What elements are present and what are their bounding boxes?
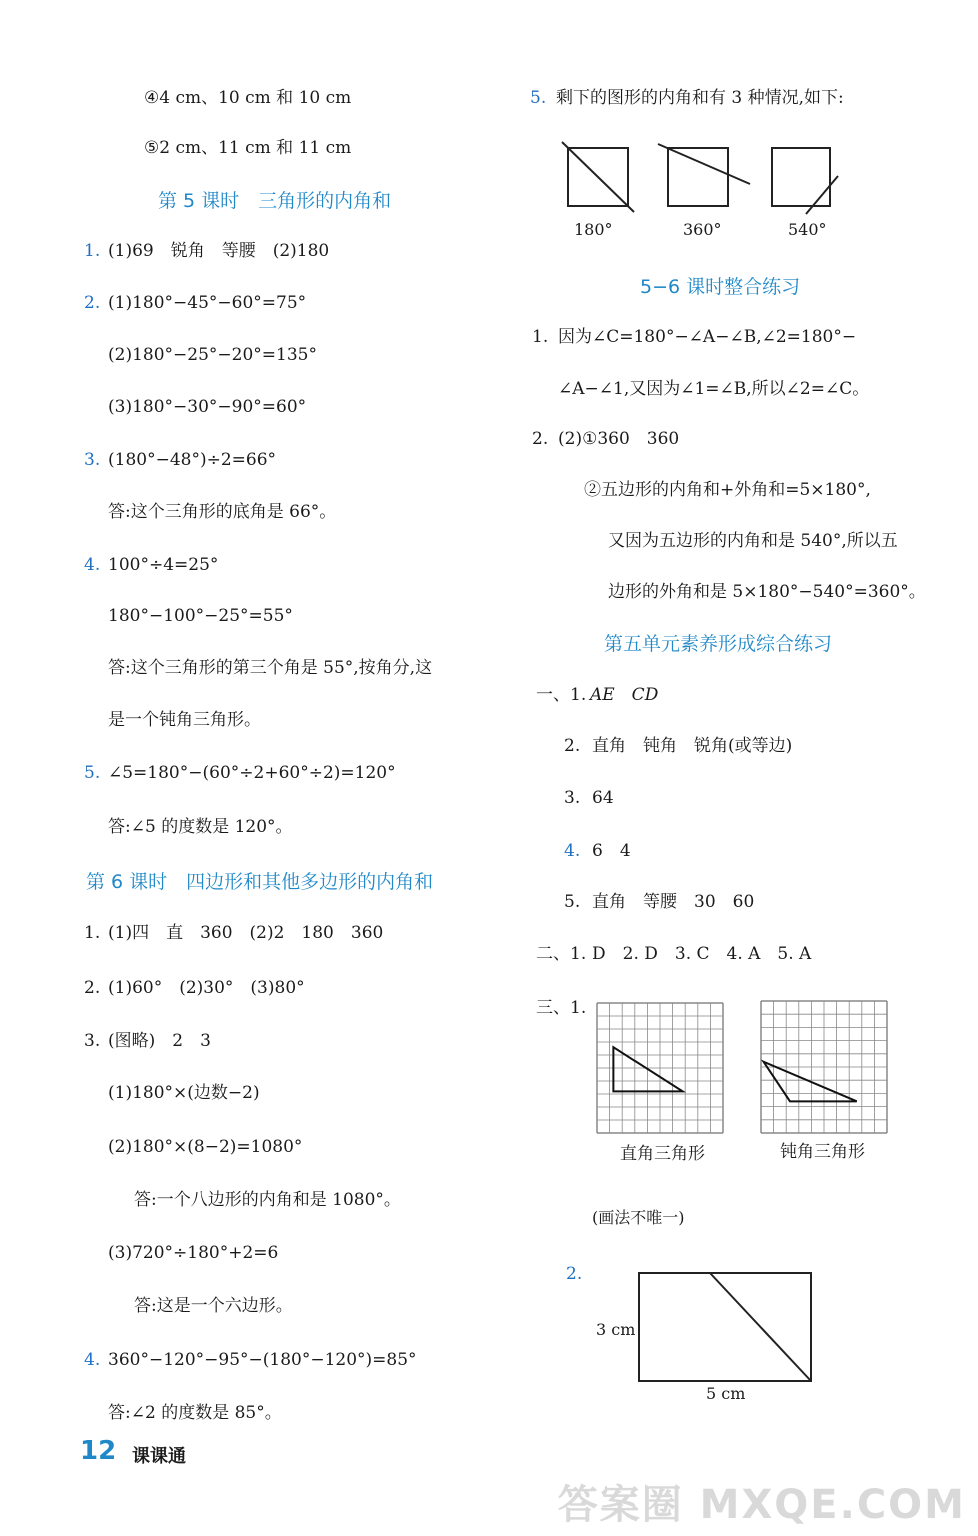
q3-answer-a: (180°−48°)÷2=66° <box>108 450 277 470</box>
caption-obtuse-triangle: 钝角三角形 <box>780 1142 865 1162</box>
q4-answer-d: 是一个钝角三角形。 <box>108 710 261 730</box>
q4-answer-a: 100°÷4=25° <box>108 555 219 575</box>
s1-answer: AE CD <box>590 685 659 705</box>
drawing-note: (画法不唯一) <box>592 1208 685 1227</box>
u2-number: 2. <box>566 1264 583 1284</box>
r4-answer-b: 答:∠2 的度数是 85°。 <box>108 1403 282 1423</box>
q4-answer-b: 180°−100°−25°=55° <box>108 606 293 626</box>
q5-answer-a: ∠5=180°−(60°÷2+60°÷2)=120° <box>108 763 396 783</box>
rq5-number: 5. <box>530 88 547 108</box>
s3-number: 3. <box>564 788 581 808</box>
cut-square-figures <box>560 138 880 218</box>
r3-answer-d: 答:一个八边形的内角和是 1080°。 <box>134 1190 401 1210</box>
r1-answer: (1)四 直 360 (2)2 180 360 <box>108 923 384 943</box>
t2-number: 二、1. <box>536 944 587 964</box>
r4-number: 4. <box>84 1350 101 1370</box>
brand-name: 课课通 <box>132 1446 186 1467</box>
page-number: 12 <box>80 1436 117 1466</box>
section-heading-lesson5: 第 5 课时 三角形的内角和 <box>158 190 392 212</box>
s5-number: 5. <box>564 892 581 912</box>
section-heading-integration: 5−6 课时整合练习 <box>640 276 801 298</box>
s1-number: 一、1. <box>536 685 587 705</box>
width-label: 5 cm <box>706 1384 746 1403</box>
s2-answer: 直角 钝角 锐角(或等边) <box>592 736 793 756</box>
p2-answer-a: (2)①360 360 <box>558 429 680 449</box>
q4-number: 4. <box>84 555 101 575</box>
s5-answer: 直角 等腰 30 60 <box>592 892 755 912</box>
r2-number: 2. <box>84 978 101 998</box>
q4-answer-c: 答:这个三角形的第三个角是 55°,按角分,这 <box>108 658 433 678</box>
p1-answer-a: 因为∠C=180°−∠A−∠B,∠2=180°− <box>558 327 857 347</box>
section-heading-lesson6: 第 6 课时 四边形和其他多边形的内角和 <box>86 871 434 893</box>
r4-answer-a: 360°−120°−95°−(180°−120°)=85° <box>108 1350 417 1370</box>
q2-answer-b: (2)180°−25°−20°=135° <box>108 345 317 365</box>
q3-number: 3. <box>84 450 101 470</box>
square-cut-2 <box>658 144 750 206</box>
grid-obtuse-triangle <box>760 1000 888 1134</box>
p2-answer-b: ②五边形的内角和+外角和=5×180°, <box>584 480 871 500</box>
p2-answer-c: 又因为五边形的内角和是 540°,所以五 <box>608 531 898 551</box>
square-cut-3 <box>772 148 838 214</box>
r3-answer-f: 答:这是一个六边形。 <box>134 1296 293 1316</box>
q2-number: 2. <box>84 293 101 313</box>
rectangle-diagram <box>638 1272 814 1384</box>
r3-number: 3. <box>84 1031 101 1051</box>
triangle <box>764 1062 857 1102</box>
r3-answer-e: (3)720°÷180°+2=6 <box>108 1243 279 1263</box>
q1-answer: (1)69 锐角 等腰 (2)180 <box>108 241 330 261</box>
q1-number: 1. <box>84 241 101 261</box>
watermark: 答案圈 MXQE.COM <box>557 1482 966 1528</box>
t3-number: 三、1. <box>536 998 587 1018</box>
s4-number: 4. <box>564 841 581 861</box>
rq5-text: 剩下的图形的内角和有 3 种情况,如下: <box>556 88 844 108</box>
q2-answer-a: (1)180°−45°−60°=75° <box>108 293 307 313</box>
grid-right-triangle <box>596 1002 724 1134</box>
r3-answer-c: (2)180°×(8−2)=1080° <box>108 1137 303 1157</box>
caption-right-triangle: 直角三角形 <box>620 1144 705 1164</box>
section-heading-unit5: 第五单元素养形成综合练习 <box>604 633 833 655</box>
p2-answer-d: 边形的外角和是 5×180°−540°=360°。 <box>608 582 926 602</box>
q3-answer-b: 答:这个三角形的底角是 66°。 <box>108 502 337 522</box>
r3-answer-b: (1)180°×(边数−2) <box>108 1083 260 1103</box>
r2-answer: (1)60° (2)30° (3)80° <box>108 978 305 998</box>
p1-answer-b: ∠A−∠1,又因为∠1=∠B,所以∠2=∠C。 <box>558 379 870 399</box>
r3-answer-a: (图略) 2 3 <box>108 1031 211 1051</box>
q2-answer-c: (3)180°−30°−90°=60° <box>108 397 307 417</box>
option-4: ④4 cm、10 cm 和 10 cm <box>144 88 352 108</box>
q5-answer-b: 答:∠5 的度数是 120°。 <box>108 817 293 837</box>
s2-number: 2. <box>564 736 581 756</box>
height-label: 3 cm <box>596 1320 636 1339</box>
q5-number: 5. <box>84 763 101 783</box>
p1-number: 1. <box>532 327 549 347</box>
s3-answer: 64 <box>592 788 614 808</box>
r1-number: 1. <box>84 923 101 943</box>
t2-answers: D 2. D 3. C 4. A 5. A <box>592 944 812 964</box>
degree-label-2: 360° <box>683 220 722 239</box>
s4-answer: 6 4 <box>592 841 631 861</box>
degree-label-3: 540° <box>788 220 827 239</box>
p2-number: 2. <box>532 429 549 449</box>
degree-label-1: 180° <box>574 220 613 239</box>
option-5: ⑤2 cm、11 cm 和 11 cm <box>144 138 352 158</box>
square-cut-1 <box>562 142 634 212</box>
